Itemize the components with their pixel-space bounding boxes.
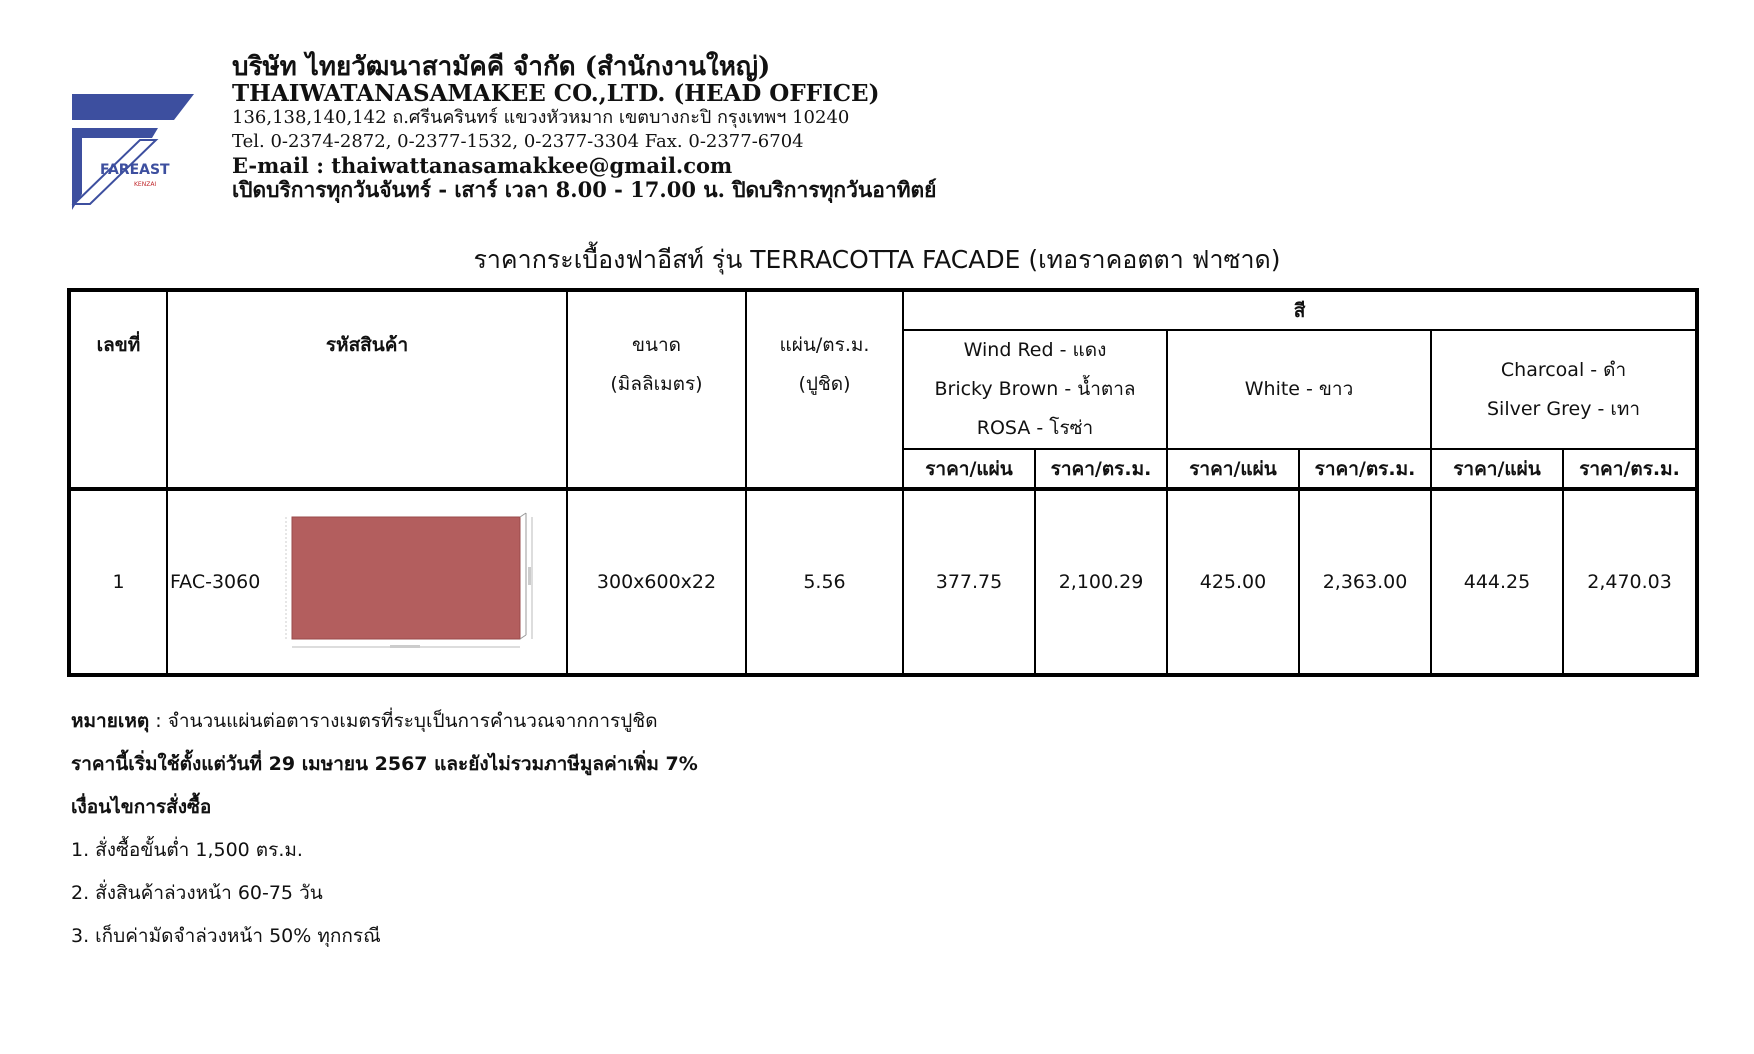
header-price-per-sheet: ราคา/แผ่น bbox=[1431, 449, 1563, 489]
company-email: E-mail : thaiwattanasamakkee@gmail.com bbox=[232, 153, 733, 178]
header-price-per-sqm: ราคา/ตร.ม. bbox=[1563, 449, 1697, 489]
condition-item: 3. เก็บค่ามัดจำล่วงหน้า 50% ทุกกรณี bbox=[71, 925, 381, 947]
header-price-per-sqm: ราคา/ตร.ม. bbox=[1299, 449, 1431, 489]
row-size: 300x600x22 bbox=[567, 489, 746, 675]
color-group-red bbox=[903, 330, 1167, 449]
header-price-per-sheet: ราคา/แผ่น bbox=[903, 449, 1035, 489]
header-price-per-sqm: ราคา/ตร.ม. bbox=[1035, 449, 1167, 489]
header-price-per-sheet: ราคา/แผ่น bbox=[1167, 449, 1299, 489]
row-price-white-sheet: 425.00 bbox=[1167, 489, 1299, 675]
color-name: ROSA - โรซ่า bbox=[976, 417, 1094, 439]
tile-drawing-icon bbox=[280, 511, 540, 653]
condition-item: 2. สั่งสินค้าล่วงหน้า 60-75 วัน bbox=[71, 882, 323, 904]
header-size-line2: (มิลลิเมตร) bbox=[610, 373, 703, 395]
row-price-white-sqm: 2,363.00 bbox=[1299, 489, 1431, 675]
logo-brand-text: FAREAST bbox=[100, 162, 170, 178]
company-logo bbox=[70, 92, 196, 212]
header-size-line1: ขนาด bbox=[632, 334, 681, 356]
company-name-th: บริษัท ไทยวัฒนาสามัคคี จำกัด (สำนักงานใหญ่) bbox=[232, 52, 771, 82]
color-name: Charcoal - ดำ bbox=[1500, 358, 1627, 381]
header-sheets bbox=[746, 290, 903, 489]
color-group-white bbox=[1167, 330, 1431, 449]
header-color: สี bbox=[903, 290, 1697, 330]
table-row bbox=[69, 489, 1697, 675]
row-price-charcoal-sqm: 2,470.03 bbox=[1563, 489, 1697, 675]
row-sheets: 5.56 bbox=[746, 489, 903, 675]
row-code-cell bbox=[167, 489, 567, 675]
company-name-en: THAIWATANASAMAKEE CO.,LTD. (HEAD OFFICE) bbox=[232, 80, 880, 107]
conditions-title: เงื่อนไขการสั่งซื้อ bbox=[71, 796, 212, 818]
company-hours: เปิดบริการทุกวันจันทร์ - เสาร์ เวลา 8.00 - 17.00 น. ปิดบริการทุกวันอาทิตย์ bbox=[232, 177, 937, 202]
color-name: Silver Grey - เทา bbox=[1487, 397, 1641, 420]
company-address: 136,138,140,142 ถ.ศรีนครินทร์ แขวงหัวหมาก เขตบางกะปิ กรุงเทพฯ 10240 bbox=[232, 107, 850, 128]
remark-text: : จำนวนแผ่นต่อตารางเมตรที่ระบุเป็นการคำนวณจากการปูชิด bbox=[149, 710, 658, 732]
header-sheets-line1: แผ่น/ตร.ม. bbox=[779, 334, 870, 356]
tile-image bbox=[280, 511, 540, 653]
condition-item: 1. สั่งซื้อขั้นต่ำ 1,500 ตร.ม. bbox=[71, 839, 303, 861]
row-no: 1 bbox=[69, 489, 167, 675]
color-name: White - ขาว bbox=[1244, 378, 1354, 400]
header-no: เลขที่ bbox=[69, 290, 167, 489]
notes-section bbox=[71, 700, 698, 958]
logo-sub-text: KENZAI bbox=[134, 181, 157, 188]
row-price-red-sheet: 377.75 bbox=[903, 489, 1035, 675]
color-name: Bricky Brown - น้ำตาล bbox=[934, 378, 1136, 400]
header-sheets-line2: (ปูชิด) bbox=[798, 373, 851, 395]
header-code: รหัสสินค้า bbox=[167, 290, 567, 489]
price-table bbox=[67, 288, 1699, 677]
remark-line bbox=[71, 700, 698, 743]
header-size bbox=[567, 290, 746, 489]
row-price-red-sqm: 2,100.29 bbox=[1035, 489, 1167, 675]
company-header bbox=[232, 52, 936, 202]
color-name: Wind Red - แดง bbox=[963, 339, 1107, 361]
effective-date-note: ราคานี้เริ่มใช้ตั้งแต่วันที่ 29 เมษายน 2567 และยังไม่รวมภาษีมูลค่าเพิ่ม 7% bbox=[71, 753, 698, 775]
row-code: FAC-3060 bbox=[170, 571, 261, 593]
fareast-logo-icon bbox=[70, 92, 196, 212]
color-group-charcoal bbox=[1431, 330, 1697, 449]
row-price-charcoal-sheet: 444.25 bbox=[1431, 489, 1563, 675]
document-title: ราคากระเบื้องฟาอีสท์ รุ่น TERRACOTTA FACADE (เทอราคอตตา ฟาซาด) bbox=[473, 245, 1281, 274]
remark-label: หมายเหตุ bbox=[71, 710, 150, 732]
company-phone: Tel. 0-2374-2872, 0-2377-1532, 0-2377-3304 Fax. 0-2377-6704 bbox=[232, 131, 804, 152]
